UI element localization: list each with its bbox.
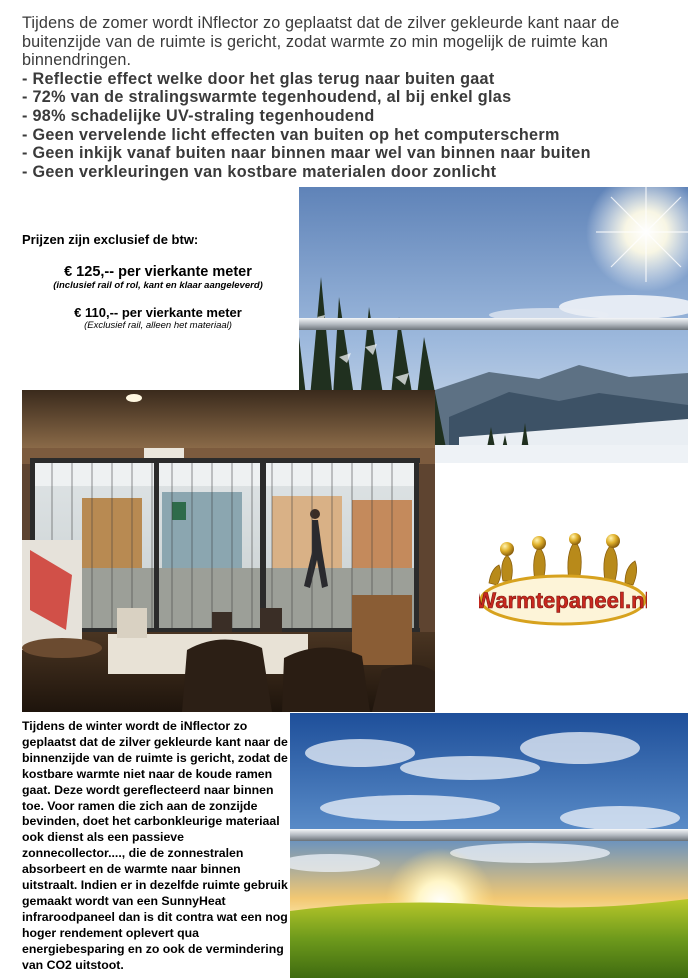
- benefit-item: - Geen verkleuringen van kostbare materialen door zonlicht: [22, 162, 497, 181]
- warmtepaneel-logo: [479, 533, 647, 631]
- intro-section: [22, 14, 682, 181]
- price-note: (Exclusief rail, alleen het materiaal): [84, 320, 232, 331]
- price-item: [22, 305, 294, 331]
- benefit-item: - 98% schadelijke UV-straling tegenhoudend: [22, 106, 375, 125]
- intro-lead: Tijdens de zomer wordt iNflector zo geplaatst dat de zilver gekleurde kant naar de buitenzijde van de ruimte is gericht, zodat warmte zo min mogelijk de ruimte kan binnendringen.: [22, 14, 620, 70]
- benefits-list: [22, 70, 682, 182]
- benefit-item: - 72% van de stralingswarmte tegenhoudend, al bij enkel glas: [22, 88, 512, 107]
- price-main: € 110,-- per vierkante meter: [74, 305, 242, 320]
- logo-balls-icon: [500, 533, 620, 556]
- price-item: [22, 264, 294, 291]
- prices-header: Prijzen zijn exclusief de btw:: [22, 232, 199, 247]
- price-note: (inclusief rail of rol, kant en klaar aangeleverd): [53, 280, 263, 291]
- winter-description: Tijdens de winter wordt de iNflector zo geplaatst dat de zilver gekleurde kant naar de binnenzijde van de ruimte is gericht, zodat de kostbare warmte niet naar de koude ramen gaat. Deze wordt gereflecteerd naar binnen toe. Voor ramen die zich aan de zonzijde bevinden, doet het carbonkleurige materiaal ook dienst als een passieve zonnecollector...., die de zonnestralen absorbeert en de warmte naar binnen uitstraalt. Indien er in dezelfde ruimte gebruik gemaakt wordt van een SunnyHeat infraroodpaneel dan is dit contra wat een nog hoger rendement oplevert qua energiebesparing en zo ook de vermindering van CO2 uitstoot.: [22, 719, 288, 972]
- benefit-item: - Reflectie effect welke door het glas terug naar buiten gaat: [22, 69, 495, 88]
- benefit-item: - Geen inkijk vanaf buiten naar binnen maar wel van binnen naar buiten: [22, 144, 591, 163]
- price-main: € 125,-- per vierkante meter: [64, 264, 252, 280]
- prices-section: [22, 232, 294, 331]
- office-interior-photo: [22, 390, 435, 712]
- benefit-item: - Geen vervelende licht effecten van buiten op het computerscherm: [22, 125, 560, 144]
- logo-text: Warmtepaneel.nl: [479, 588, 647, 613]
- sunset-meadow-photo: [290, 713, 688, 978]
